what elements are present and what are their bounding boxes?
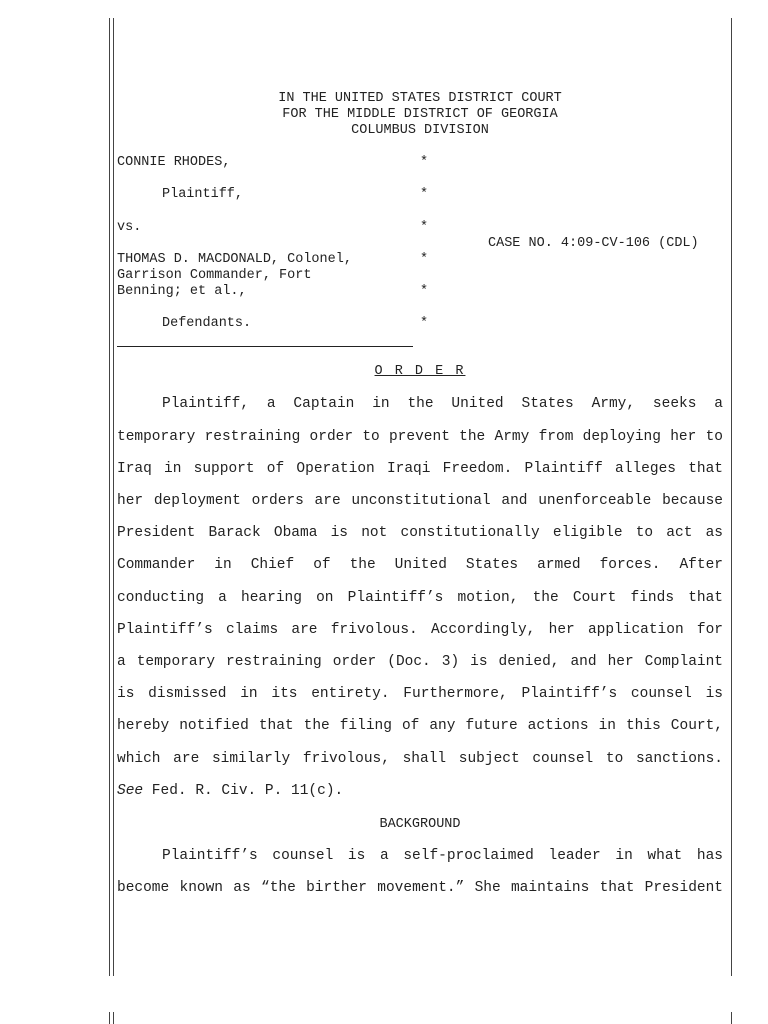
paragraph-1-line-1: Plaintiff, a Captain in the United States Army, seeks a: [162, 396, 723, 412]
order-title: [117, 364, 723, 379]
paragraph-1-line-8: Plaintiff’s claims are frivolous. Accordingly, her application for: [117, 622, 723, 638]
plaintiff-label: Plaintiff,: [162, 187, 244, 202]
paragraph-1-line-6: Commander in Chief of the United States armed forces. After: [117, 557, 723, 573]
defendant-line-3: Benning; et al.,: [117, 284, 247, 299]
left-margin-rule-next-page-2: [113, 1012, 114, 1024]
court-district-line: FOR THE MIDDLE DISTRICT OF GEORGIA: [282, 107, 558, 122]
plaintiff-name: CONNIE RHODES,: [117, 155, 231, 170]
paragraph-1-line-10: is dismissed in its entirety. Furthermore, Plaintiff’s counsel is: [117, 686, 723, 702]
caption-star-1: *: [420, 155, 429, 170]
paragraph-1-line-2: temporary restraining order to prevent the Army from deploying her to: [117, 429, 723, 445]
defendant-line-2: Garrison Commander, Fort: [117, 268, 312, 283]
caption-star-4: *: [420, 252, 429, 267]
caption-star-6: *: [420, 316, 429, 331]
versus-label: vs.: [117, 220, 142, 235]
paragraph-1-line-12: which are similarly frivolous, shall subject counsel to sanctions.: [117, 751, 723, 767]
paragraph-1-line-4: her deployment orders are unconstitutional and unenforceable because: [117, 493, 723, 509]
defendant-line-1: THOMAS D. MACDONALD, Colonel,: [117, 252, 352, 267]
paragraph-1-line-7: conducting a hearing on Plaintiff’s motion, the Court finds that: [117, 590, 723, 606]
court-division-line: COLUMBUS DIVISION: [351, 123, 489, 138]
paragraph-1-line-5: President Barack Obama is not constitutionally eligible to act as: [117, 525, 723, 541]
left-margin-rule-next-page-1: [109, 1012, 110, 1024]
paragraph-2-line-1: Plaintiff’s counsel is a self-proclaimed leader in what has: [162, 848, 723, 864]
caption-star-2: *: [420, 187, 429, 202]
order-title-text: O R D E R: [374, 364, 466, 379]
caption-star-5: *: [420, 284, 429, 299]
citation-rule: Fed. R. Civ. P. 11(c).: [143, 783, 344, 799]
left-margin-rule-1: [109, 18, 110, 976]
caption-star-3: *: [420, 220, 429, 235]
case-number: CASE NO. 4:09-CV-106 (CDL): [488, 236, 699, 251]
court-name-line: IN THE UNITED STATES DISTRICT COURT: [278, 91, 562, 106]
paragraph-1-line-11: hereby notified that the filing of any future actions in this Court,: [117, 718, 723, 734]
defendants-label: Defendants.: [162, 316, 252, 331]
citation-line: [117, 783, 723, 799]
citation-see: See: [117, 783, 144, 799]
caption-underline: [117, 346, 413, 347]
background-heading: BACKGROUND: [379, 817, 461, 832]
paragraph-1-line-3: Iraq in support of Operation Iraqi Freedom. Plaintiff alleges that: [117, 461, 723, 477]
right-margin-rule: [731, 18, 732, 976]
paragraph-1-line-9: a temporary restraining order (Doc. 3) is denied, and her Complaint: [117, 654, 723, 670]
right-margin-rule-next-page: [731, 1012, 732, 1024]
left-margin-rule-2: [113, 18, 114, 976]
paragraph-2-line-2: become known as “the birther movement.” She maintains that President: [117, 880, 723, 896]
